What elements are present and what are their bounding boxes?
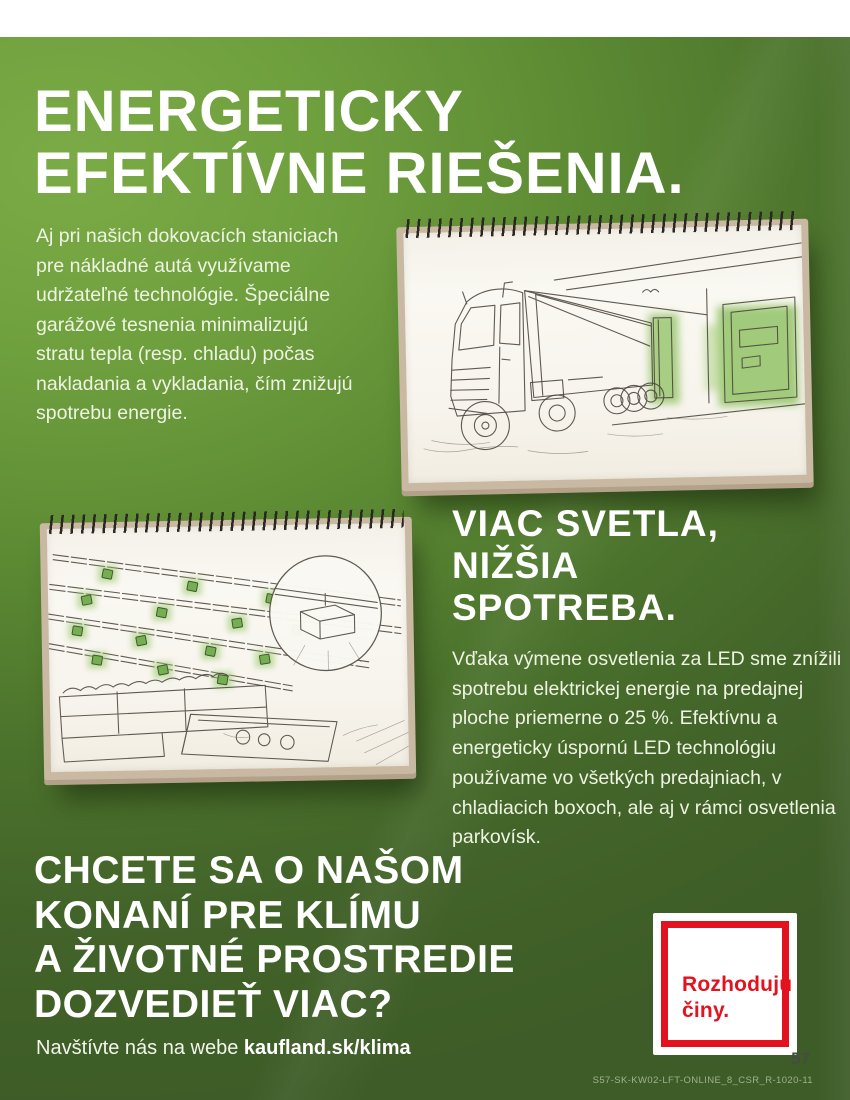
led-paragraph: Vďaka výmene osvetlenia za LED sme znížili spotrebu elektrickej energie na predajnej ploche priemerne o 25 %. Efektívnu a energeticky úspornú LED technológiu používame vo všetkých predajniach, v chladiacich boxoch, ale aj v rámci osvetlenia parkovísk. bbox=[452, 648, 842, 849]
led-title-line-1: VIAC SVETLA, bbox=[452, 503, 719, 544]
page-title-line-1: ENERGETICKY bbox=[34, 79, 464, 144]
logo-red-frame bbox=[661, 921, 793, 1047]
page-number: 57 bbox=[791, 1049, 810, 1068]
truck-dock-sketch bbox=[403, 225, 806, 483]
website-prefix: Navštívte nás na webe bbox=[36, 1037, 244, 1059]
cta-title-line-1: CHCETE SA O NAŠOM bbox=[34, 849, 464, 892]
website-link[interactable]: kaufland.sk/klima bbox=[243, 1037, 411, 1059]
cta-title-line-3: A ŽIVOTNÉ PROSTREDIE bbox=[34, 938, 515, 981]
page-title-line-2: EFEKTÍVNE RIEŠENIA. bbox=[34, 141, 685, 206]
page-title bbox=[34, 81, 685, 205]
notepad-paper bbox=[47, 523, 409, 772]
store-led-sketch bbox=[47, 523, 409, 772]
intro-paragraph: Aj pri našich dokovacích staniciach pre nákladné autá využívame udržateľné technológie. Špeciálne garážové tesnenia minimalizujú stratu tepla (resp. chladu) počas nakladania a vykladania, čím znižujú spotrebu energie. bbox=[36, 225, 353, 424]
led-section-title bbox=[452, 503, 719, 629]
logo-slogan-line-1: Rozhodujú bbox=[682, 973, 793, 996]
truck-dock-sketch-notepad bbox=[396, 219, 814, 497]
led-title-line-3: SPOTREBA. bbox=[452, 587, 677, 628]
cta-title-line-4: DOZVEDIEŤ VIAC? bbox=[34, 982, 393, 1026]
leaflet-page-background bbox=[0, 37, 850, 1100]
logo-slogan-line-2: činy. bbox=[682, 999, 730, 1022]
cta-title bbox=[34, 849, 515, 1027]
led-title-line-2: NIŽŠIA bbox=[452, 545, 580, 586]
website-line bbox=[36, 1035, 411, 1061]
cta-title-line-2: KONANÍ PRE KLÍMU bbox=[34, 893, 422, 937]
notepad-paper bbox=[403, 225, 806, 483]
kaufland-claim-logo bbox=[653, 913, 797, 1055]
print-code: S57-SK-KW02-LFT-ONLINE_8_CSR_R-1020-11 bbox=[592, 1075, 813, 1086]
logo-slogan bbox=[682, 972, 792, 1024]
store-lighting-sketch-notepad bbox=[40, 517, 417, 785]
